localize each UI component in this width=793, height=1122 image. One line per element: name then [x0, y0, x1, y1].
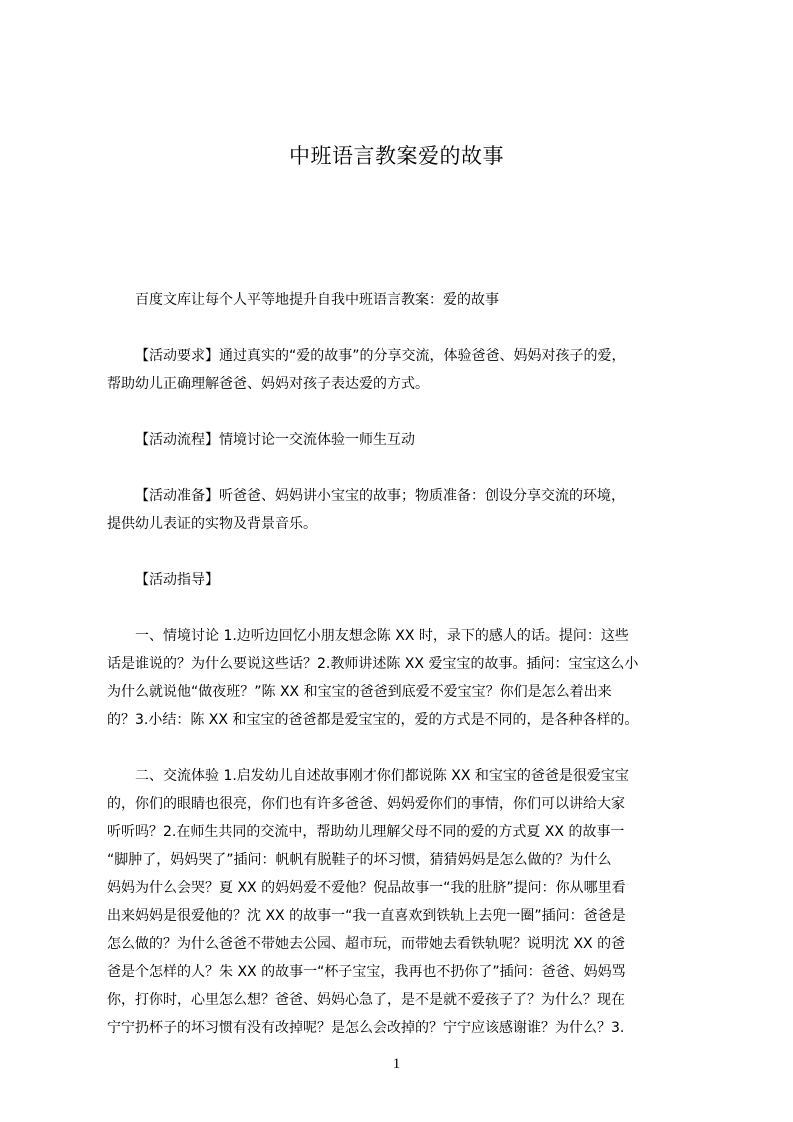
paragraph-line: 【活动流程】情境讨论一交流体验一师生互动	[135, 432, 415, 448]
paragraph-line: 宁宁扔杯子的坏习惯有没有改掉呢？是怎么会改掉的？宁宁应该感谢谁？为什么？3.	[107, 1020, 625, 1036]
paragraph-line: 爸是个怎样的人？朱 XX 的故事一“杯子宝宝，我再也不扔你了”插问：爸爸、妈妈骂	[107, 964, 626, 980]
paragraph-activity-guidance	[107, 566, 697, 594]
paragraph-line: 话是谁说的？为什么要说这些话？2.教师讲述陈 XX 爱宝宝的故事。插问：宝宝这么小	[107, 656, 639, 672]
paragraph-line: “脚肿了，妈妈哭了”插问：帆帆有脱鞋子的坏习惯，猜猜妈妈是怎么做的？为什么	[107, 852, 612, 868]
paragraph-exchange-experience	[107, 762, 697, 1042]
paragraph-line: 的？3.小结：陈 XX 和宝宝的爸爸都是爱宝宝的，爱的方式是不同的，是各种各样的。	[107, 712, 639, 728]
paragraph-line: 提供幼儿表证的实物及背景音乐。	[107, 516, 317, 532]
page-number: 1	[392, 1056, 401, 1072]
paragraph-line: 百度文库让每个人平等地提升自我中班语言教案：爱的故事	[135, 292, 499, 308]
paragraph-line: 【活动要求】通过真实的“爱的故事”的分享交流，体验爸爸、妈妈对孩子的爱，	[135, 348, 626, 364]
paragraph-line: 【活动指导】	[135, 572, 219, 588]
paragraph-activity-requirements	[107, 342, 697, 398]
paragraph-activity-process	[107, 426, 697, 454]
paragraph-line: 二、交流体验 1.启发幼儿自述故事刚才你们都说陈 XX 和宝宝的爸爸是很爱宝宝	[135, 768, 629, 784]
paragraph-line: 一、情境讨论 1.边听边回忆小朋友想念陈 XX 时，录下的感人的话。提问：这些	[135, 628, 629, 644]
paragraph-line: 你，打你时，心里怎么想？爸爸、妈妈心急了，是不是就不爱孩子了？为什么？现在	[107, 992, 625, 1008]
paragraph-line: 怎么做的？为什么爸爸不带她去公园、超市玩，而带她去看铁轨呢？说明沈 XX 的爸	[107, 936, 626, 952]
paragraph-line: 妈妈为什么会哭？夏 XX 的妈妈爱不爱他？倪品故事一“我的肚脐”提问：你从哪里看	[107, 880, 626, 896]
paragraph-line: 为什么就说他“做夜班？”陈 XX 和宝宝的爸爸到底爱不爱宝宝？你们是怎么着出来	[107, 684, 612, 700]
paragraph-activity-preparation	[107, 482, 697, 538]
paragraph-line: 听听吗？2.在师生共同的交流中，帮助幼儿理解父母不同的爱的方式夏 XX 的故事一	[107, 824, 625, 840]
paragraph-situation-discussion	[107, 622, 697, 734]
paragraph-line: 帮助幼儿正确理解爸爸、妈妈对孩子表达爱的方式。	[107, 376, 429, 392]
paragraph-line: 出来妈妈是很爱他的？沈 XX 的故事一“我一直喜欢到铁轨上去兜一圈”插问：爸爸是	[107, 908, 626, 924]
paragraph-line: 【活动准备】听爸爸、妈妈讲小宝宝的故事；物质准备：创设分享交流的环境，	[135, 488, 625, 504]
document-body	[107, 286, 697, 1070]
paragraph-line: 的，你们的眼睛也很亮，你们也有许多爸爸、妈妈爱你们的事情，你们可以讲给大家	[107, 796, 625, 812]
document-title: 中班语言教案爱的故事	[289, 144, 504, 168]
paragraph-intro	[107, 286, 697, 314]
